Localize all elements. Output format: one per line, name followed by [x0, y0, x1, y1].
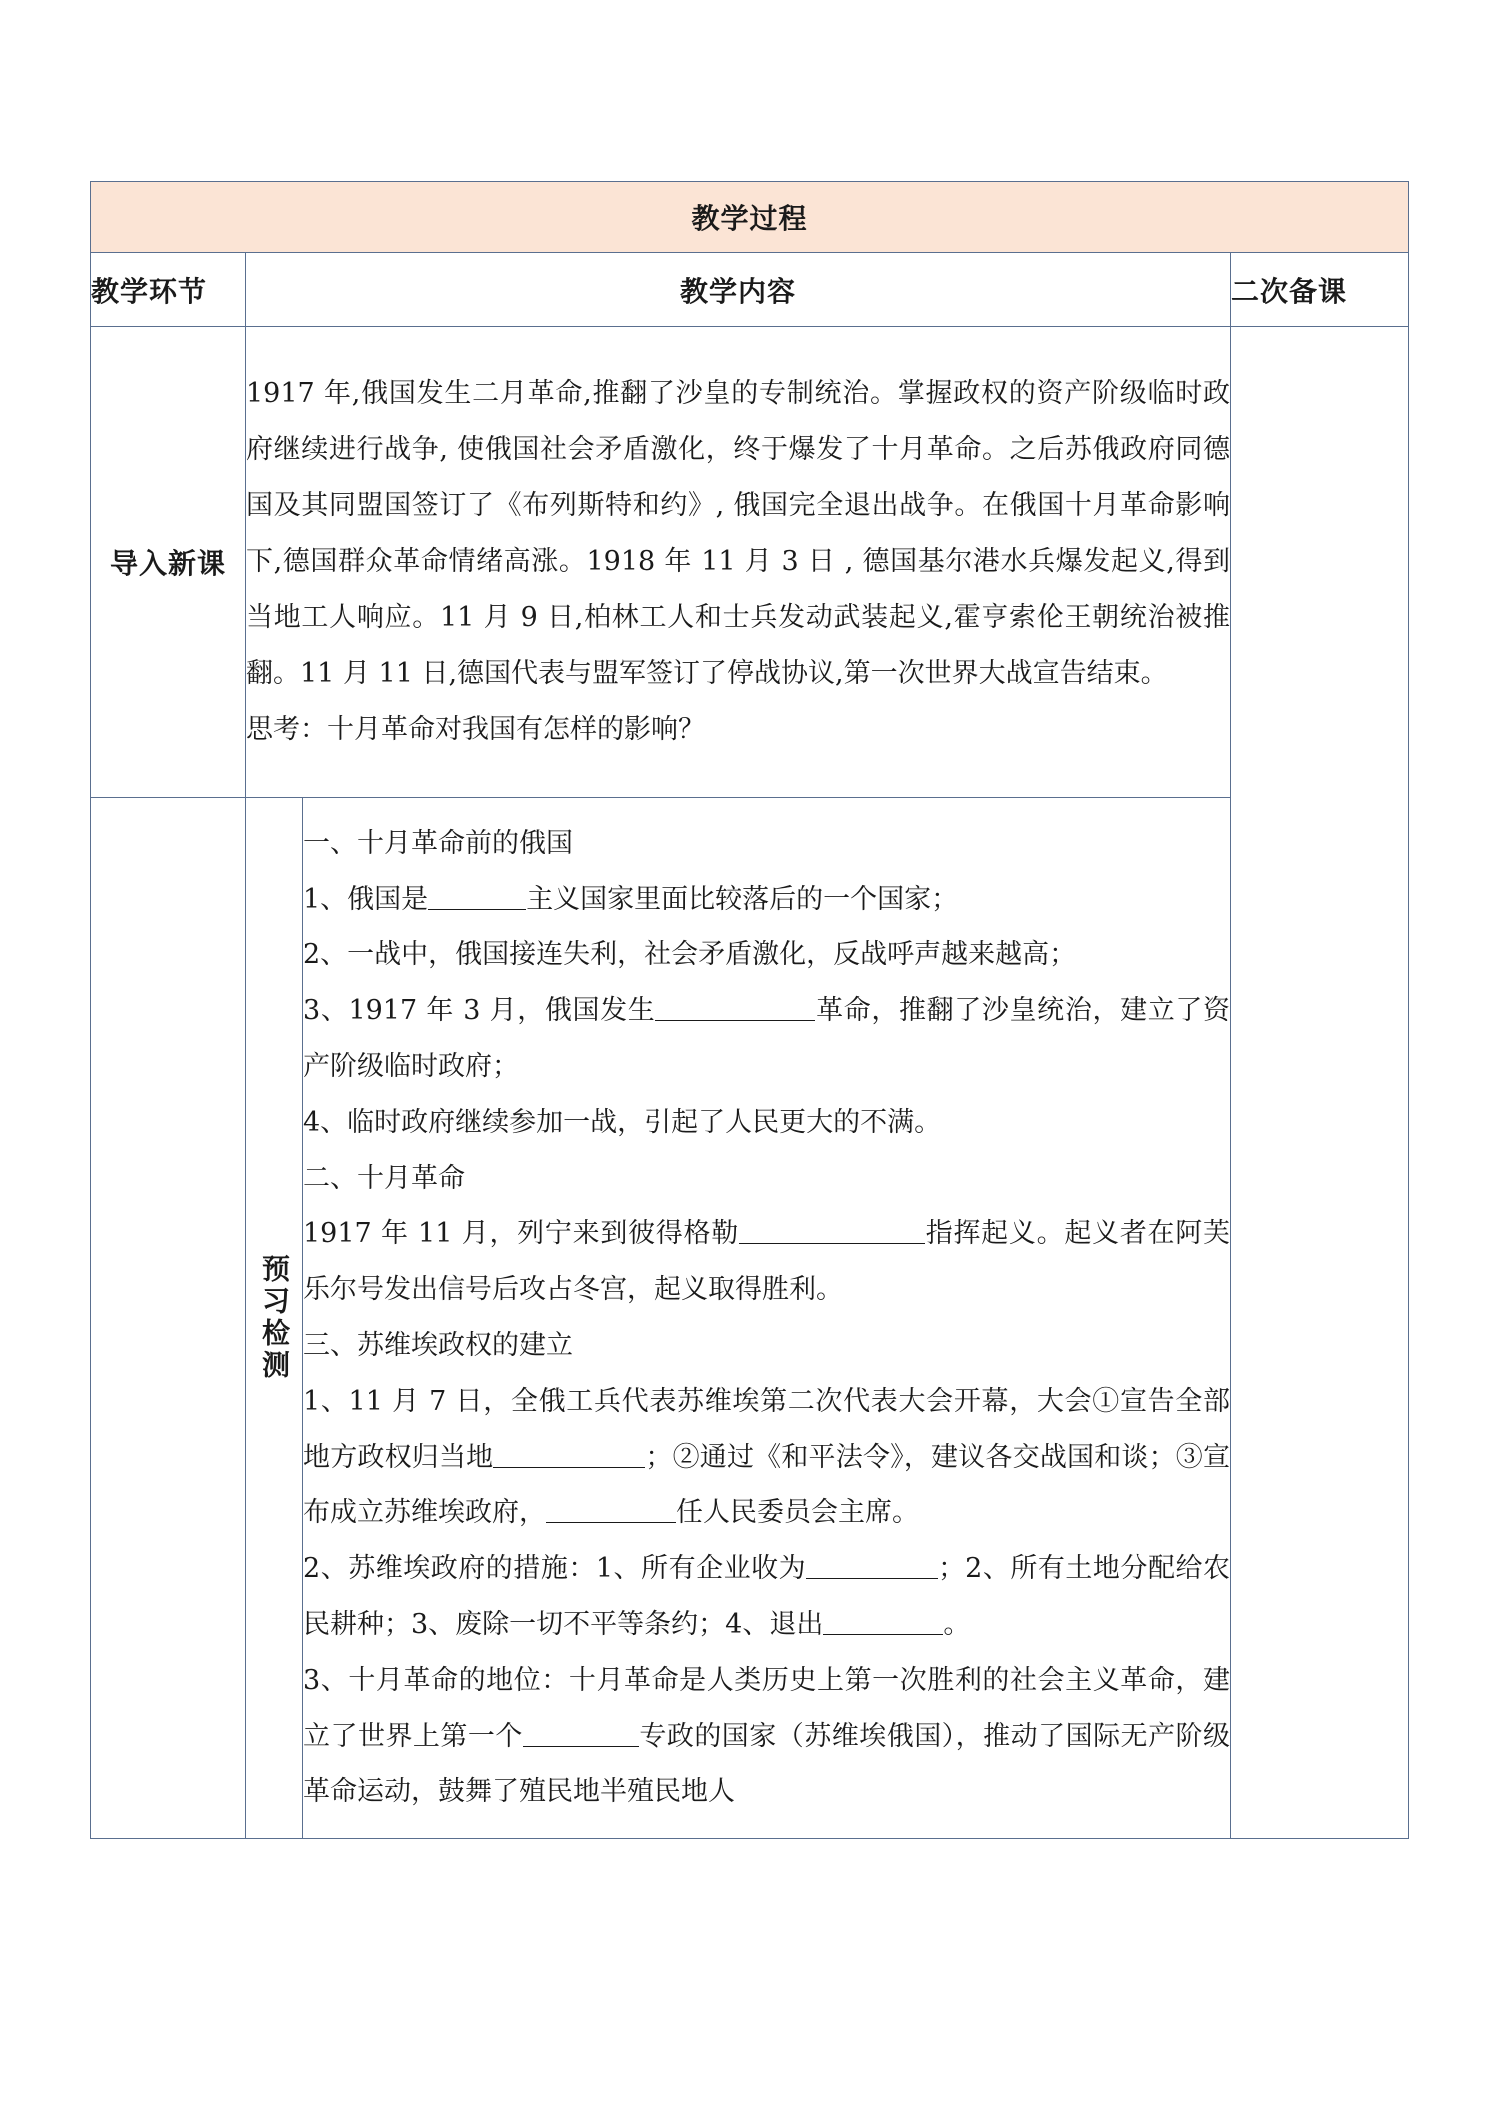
second-preparation-cell[interactable]: [1231, 327, 1409, 1839]
blank-field[interactable]: [546, 1492, 676, 1523]
blank-field[interactable]: [523, 1716, 639, 1747]
blank-field[interactable]: [823, 1604, 943, 1635]
section-1-title: 一、十月革命前的俄国: [303, 827, 573, 859]
teaching-process-table: [90, 181, 1409, 1839]
intro-label: 导入新课: [91, 327, 246, 798]
header-teaching-stage: 教学环节: [91, 253, 246, 327]
preview-content: [303, 798, 1231, 1839]
section-3-item-1: 1、11 月 7 日，全俄工兵代表苏维埃第二次代表大会开幕，大会①宣告全部地方政权归当地 ；②通过《和平法令》，建议各交战国和谈；③宣布成立苏维埃政府， 任人民委员会主席。: [303, 1385, 1230, 1529]
section-1-item-3: 3、1917 年 3 月，俄国发生 革命，推翻了沙皇统治，建立了资产阶级临时政府；: [303, 983, 1230, 1095]
intro-paragraph: 1917 年,俄国发生二月革命,推翻了沙皇的专制统治。掌握政权的资产阶级临时政府继续进行战争, 使俄国社会矛盾激化，终于爆发了十月革命。之后苏俄政府同德国及其同盟国签订了《布列斯特和约》, 俄国完全退出战争。在俄国十月革命影响下,德国群众革命情绪高涨。1918 年 11 月 3 日 , 德国基尔港水兵爆发起义,得到当地工人响应。11 月 9 日,柏林工人和士兵发动武装起义,霍亨索伦王朝统治被推翻。11 月 11 日,德国代表与盟军签订了停战协议,第一次世界大战宣告结束。: [246, 378, 1230, 689]
blank-field[interactable]: [428, 879, 526, 910]
section-3-item-3: 3、十月革命的地位：十月革命是人类历史上第一次胜利的社会主义革命，建立了世界上第一个 专政的国家（苏维埃俄国），推动了国际无产阶级革命运动，鼓舞了殖民地半殖民地人: [303, 1664, 1231, 1808]
intro-content: [246, 327, 1231, 798]
blank-field[interactable]: [806, 1548, 938, 1579]
section-1-item-1: 1、俄国是 主义国家里面比较落后的一个国家；: [303, 872, 1230, 928]
stage-empty-cell: [91, 798, 246, 1839]
header-second-preparation: 二次备课: [1231, 253, 1409, 327]
blank-field[interactable]: [739, 1213, 925, 1244]
header-teaching-content: 教学内容: [246, 253, 1231, 327]
section-2-title: 二、十月革命: [303, 1162, 465, 1194]
table-title: 教学过程: [91, 182, 1409, 253]
section-1-item-4: 4、临时政府继续参加一战，引起了人民更大的不满。: [303, 1106, 942, 1138]
preview-label: 预习检测: [258, 1254, 291, 1382]
intro-question: 思考：十月革命对我国有怎样的影响？: [246, 714, 705, 745]
preview-label-cell: [246, 798, 303, 1839]
blank-field[interactable]: [493, 1437, 645, 1468]
section-2-body: 1917 年 11 月，列宁来到彼得格勒 指挥起义。起义者在阿芙乐尔号发出信号后攻占冬宫，起义取得胜利。: [303, 1206, 1230, 1318]
section-3-item-2: 2、苏维埃政府的措施：1、所有企业收为 ；2、所有土地分配给农民耕种；3、废除一切不平等条约；4、退出 。: [303, 1541, 1230, 1653]
section-3-title: 三、苏维埃政权的建立: [303, 1330, 573, 1361]
blank-field[interactable]: [655, 990, 815, 1021]
section-1-item-2: 2、一战中，俄国接连失利，社会矛盾激化，反战呼声越来越高；: [303, 939, 1077, 971]
